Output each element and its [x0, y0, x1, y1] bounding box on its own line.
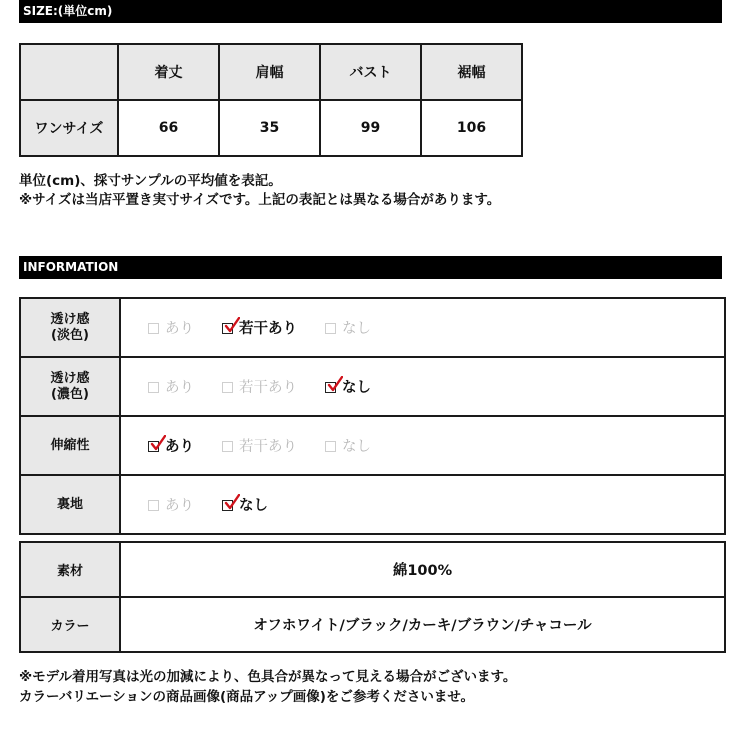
size-col-header: 着丈: [118, 44, 219, 100]
info-row-label-line1: 透け感: [50, 311, 90, 327]
checked-box-icon: [325, 382, 336, 393]
red-check-mark-icon: [150, 435, 166, 451]
info-row-label-line1: 裏地: [56, 496, 83, 512]
option-unselected: [222, 376, 297, 397]
checked-box-icon: [222, 323, 233, 334]
info-row-label: [20, 475, 120, 534]
info-row-label-line2: (淡色): [51, 327, 89, 343]
size-note-2: ※サイズは当店平置き実寸サイズです。上記の表記とは異なる場合があります。: [19, 192, 501, 208]
photo-note-2: カラーバリエーションの商品画像(商品アップ画像)をご参考くださいませ。: [19, 689, 475, 705]
checkbox-icon: [148, 323, 159, 334]
color-label: カラー: [20, 597, 120, 652]
size-header-bar: SIZE:(単位cm): [19, 0, 722, 23]
checkbox-icon: [222, 382, 233, 393]
option-label: 若干あり: [239, 439, 297, 455]
option-unselected: [325, 435, 371, 456]
option-unselected: [325, 317, 371, 338]
size-col-header: バスト: [320, 44, 421, 100]
option-label: なし: [239, 498, 268, 514]
info-row: [20, 357, 725, 416]
info-row: [20, 475, 725, 534]
info-row-options: [120, 416, 725, 475]
option-selected: [222, 317, 297, 338]
info-row: [20, 416, 725, 475]
size-cell: 99: [320, 100, 421, 156]
option-label: なし: [342, 321, 371, 337]
checked-box-icon: [148, 441, 159, 452]
checkbox-icon: [148, 500, 159, 511]
option-unselected: [148, 376, 194, 397]
option-label: あり: [165, 321, 194, 337]
size-row-label: ワンサイズ: [20, 100, 118, 156]
option-selected: [148, 435, 194, 456]
option-label: 若干あり: [239, 380, 297, 396]
photo-note-1: ※モデル着用写真は光の加減により、色具合が異なって見える場合がございます。: [19, 669, 517, 685]
option-selected: [222, 494, 268, 515]
info-row-label-line2: (濃色): [51, 386, 89, 402]
option-label: あり: [165, 498, 194, 514]
option-selected: [325, 376, 371, 397]
material-table: [19, 541, 726, 653]
option-unselected: [148, 494, 194, 515]
info-row-label: [20, 416, 120, 475]
color-value: オフホワイト/ブラック/カーキ/ブラウン/チャコール: [120, 597, 725, 652]
info-header-bar: INFORMATION: [19, 256, 722, 279]
info-row-label-line1: 伸縮性: [50, 437, 90, 453]
checkbox-icon: [148, 382, 159, 393]
size-cell: 35: [219, 100, 320, 156]
red-check-mark-icon: [224, 317, 240, 333]
info-row-options: [120, 298, 725, 357]
checkbox-icon: [222, 441, 233, 452]
red-check-mark-icon: [224, 494, 240, 510]
info-row-options: [120, 475, 725, 534]
info-row-label: [20, 357, 120, 416]
checkbox-icon: [325, 441, 336, 452]
checkbox-icon: [325, 323, 336, 334]
size-cell: 66: [118, 100, 219, 156]
option-unselected: [148, 317, 194, 338]
size-table-corner: [20, 44, 118, 100]
option-label: なし: [342, 380, 371, 396]
size-col-header: 裾幅: [421, 44, 522, 100]
checked-box-icon: [222, 500, 233, 511]
size-note-1: 単位(cm)、採寸サンプルの平均値を表記。: [19, 173, 282, 189]
size-table: [19, 43, 523, 157]
option-unselected: [222, 435, 297, 456]
info-row-options: [120, 357, 725, 416]
material-value: 綿100%: [120, 542, 725, 597]
info-row-label-line1: 透け感: [50, 370, 90, 386]
option-label: あり: [165, 380, 194, 396]
material-label: 素材: [20, 542, 120, 597]
red-check-mark-icon: [327, 376, 343, 392]
info-row: [20, 298, 725, 357]
info-table: [19, 297, 726, 535]
option-label: 若干あり: [239, 321, 297, 337]
size-cell: 106: [421, 100, 522, 156]
info-row-label: [20, 298, 120, 357]
size-col-header: 肩幅: [219, 44, 320, 100]
option-label: あり: [165, 439, 194, 455]
option-label: なし: [342, 439, 371, 455]
